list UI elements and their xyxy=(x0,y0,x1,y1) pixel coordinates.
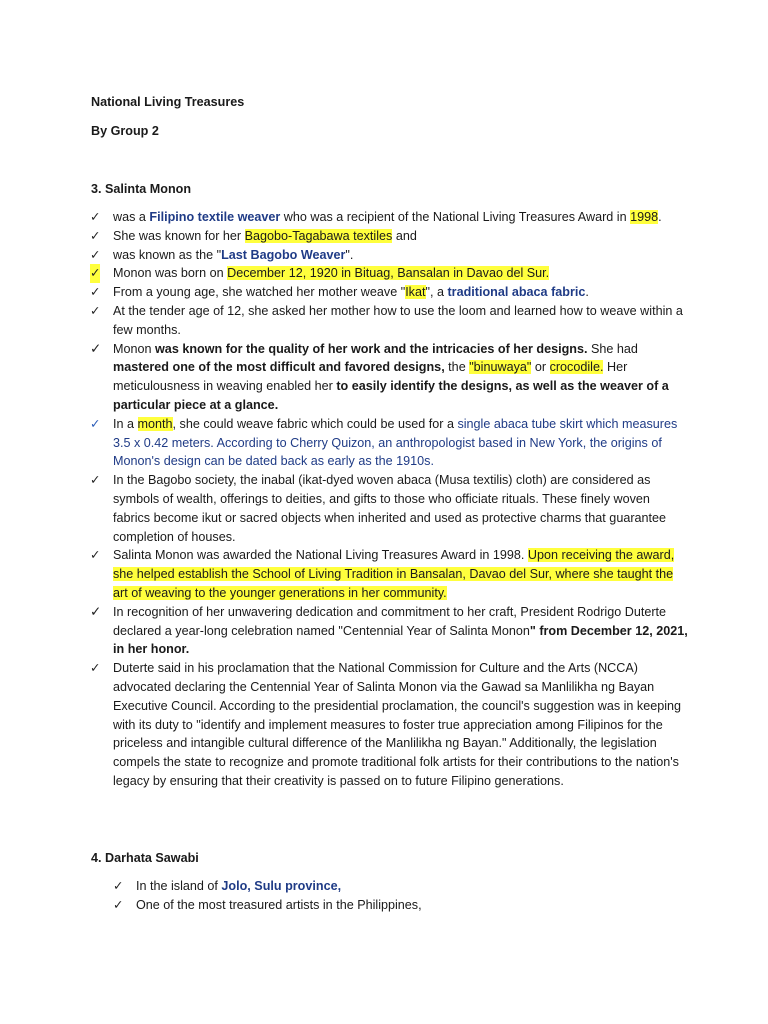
bullet-text-segment: In the Bagobo society, the inabal (ikat-dyed woven abaca (Musa textilis) cloth) are considered as symbols of wealth, offerings to deities, and gifts to those who officiate rituals. These finely woven fabrics become ikut or sacred objects when inherited and used as protective charms that guarantee completion of houses. xyxy=(113,473,667,544)
bullet-text-segment: was known for the quality of her work and the intricacies of her designs. xyxy=(155,341,588,356)
bullet-text-segment: Filipino textile weaver xyxy=(149,210,281,224)
bullet-text-segment: and xyxy=(392,228,417,243)
bullet-text-segment: single abaca tube skirt which measures 3.5 x 0.42 meters. According to Cherry Quizon, an anthropologist based in New York, the origins of Monon's design can be dated back as early as the 1910s. xyxy=(113,416,678,469)
bullet-text-segment: to easily identify the designs, as well as the weaver of a particular piece at a glance. xyxy=(113,379,669,412)
bullet-text-segment: Duterte said in his proclamation that the National Commission for Culture and the Arts (NCCA) advocated declaring the Centennial Year of Salinta Monon via the Gawad sa Manlilikha ng Bayan Executive Council. According to the presidential proclamation, the council's suggestion was in keeping with its duty to "identify and implement measures to foster true appreciation among Filipinos for the priceless and intangible cultural difference of the Manlilikha ng Bayan." Additionally, the legislation compels the state to recognize and promote traditional folk artists for their contributions to the nation's legacy by ensuring that their creativity is passed on to future Filipino generations. xyxy=(113,661,682,788)
checkmark-icon: ✓ xyxy=(113,896,124,912)
bullet-item xyxy=(113,877,673,896)
checkmark-icon: ✓ xyxy=(90,209,101,224)
bullet-text-segment: ", a xyxy=(425,285,448,300)
bullet-text-segment: . xyxy=(658,210,662,224)
checkmark-icon: ✓ xyxy=(90,472,101,488)
bullet-text-segment: Upon receiving the award, she helped establish the School of Living Tradition in Bansalan, Davao del Sur, where she taught the art of weaving to the younger generations in her community. xyxy=(113,548,675,600)
section-heading-salinta-monon: 3. Salinta Monon xyxy=(91,182,192,196)
checkmark-icon: ✓ xyxy=(113,878,124,893)
bullet-item xyxy=(90,227,690,246)
salinta-monon-bullet-list xyxy=(90,208,690,791)
bullet-text-segment: Last Bagobo Weaver xyxy=(221,247,346,262)
bullet-text-segment: In recognition of her unwavering dedication and commitment to her craft, President Rodrigo Duterte declared a year-long celebration named "Centennial Year of Salinta Monon xyxy=(113,604,667,638)
bullet-item xyxy=(90,603,690,659)
bullet-text-segment: One of the most treasured artists in the Philippines, xyxy=(136,897,422,912)
bullet-text-segment: was a xyxy=(113,210,150,224)
checkmark-icon: ✓ xyxy=(90,415,101,431)
bullet-text-segment: or xyxy=(531,360,550,375)
bullet-text-segment: From a young age, she watched her mother weave " xyxy=(113,285,406,300)
bullet-text-segment: Jolo, Sulu province, xyxy=(221,879,342,893)
checkmark-icon: ✓ xyxy=(90,340,102,357)
bullet-text-segment: In a xyxy=(113,416,138,431)
checkmark-icon: ✓ xyxy=(90,227,101,243)
bullet-item xyxy=(90,546,690,602)
bullet-text-segment: Her meticulousness in weaving enabled her xyxy=(113,360,628,394)
bullet-item xyxy=(90,246,690,265)
bullet-text-segment: "binuwaya" xyxy=(469,360,532,375)
bullet-text-segment: who was a recipient of the National Living Treasures Award in xyxy=(280,210,631,224)
bullet-text-segment: Ikat xyxy=(405,285,426,300)
bullet-text-segment: Salinta Monon was awarded the National Living Treasures Award in 1998. xyxy=(113,548,528,563)
bullet-item xyxy=(90,302,690,340)
bullet-text-segment: month xyxy=(137,416,173,431)
bullet-text-segment: traditional abaca fabric xyxy=(447,285,586,300)
bullet-text-segment: was known as the " xyxy=(113,247,222,262)
bullet-text-segment: the xyxy=(444,360,470,375)
document-byline: By Group 2 xyxy=(91,124,159,138)
bullet-text-segment: crocodile. xyxy=(549,360,604,375)
bullet-item xyxy=(90,471,690,546)
bullet-text-segment: " from December 12, 2021, in her honor. xyxy=(113,623,688,657)
document-title: National Living Treasures xyxy=(91,95,245,109)
bullet-item xyxy=(90,264,690,283)
checkmark-icon: ✓ xyxy=(90,547,101,563)
checkmark-icon: ✓ xyxy=(90,603,102,620)
bullet-text-segment: In the island of xyxy=(136,879,222,893)
bullet-item xyxy=(90,340,690,415)
bullet-text-segment: 1998 xyxy=(630,210,659,224)
bullet-text-segment: , she could weave fabric which could be used for a xyxy=(172,416,458,431)
bullet-text-segment: Bagobo-Tagabawa textiles xyxy=(244,228,393,243)
checkmark-icon: ✓ xyxy=(90,302,101,318)
checkmark-icon: ✓ xyxy=(90,660,101,676)
bullet-text-segment: She was known for her xyxy=(113,228,245,243)
bullet-text-segment: mastered one of the most difficult and favored designs, xyxy=(113,360,445,375)
bullet-item xyxy=(90,415,690,471)
bullet-text-segment: ". xyxy=(345,247,354,262)
darhata-sawabi-bullet-list xyxy=(113,877,673,915)
bullet-item xyxy=(113,896,673,915)
bullet-item xyxy=(90,208,690,227)
bullet-text-segment: She had xyxy=(587,341,638,356)
bullet-text-segment: Monon xyxy=(113,341,156,356)
bullet-text-segment: At the tender age of 12, she asked her mother how to use the loom and learned how to weave within a few months. xyxy=(113,303,683,337)
section-heading-darhata-sawabi: 4. Darhata Sawabi xyxy=(91,851,199,865)
bullet-item xyxy=(90,283,690,302)
checkmark-icon: ✓ xyxy=(90,284,101,300)
checkmark-icon: ✓ xyxy=(90,264,100,283)
bullet-text-segment: Monon was born on xyxy=(113,266,228,281)
checkmark-icon: ✓ xyxy=(90,246,101,262)
bullet-text-segment: . xyxy=(585,285,589,300)
bullet-item xyxy=(90,659,690,791)
bullet-text-segment: December 12, 1920 in Bituag, Bansalan in Davao del Sur. xyxy=(227,266,550,281)
